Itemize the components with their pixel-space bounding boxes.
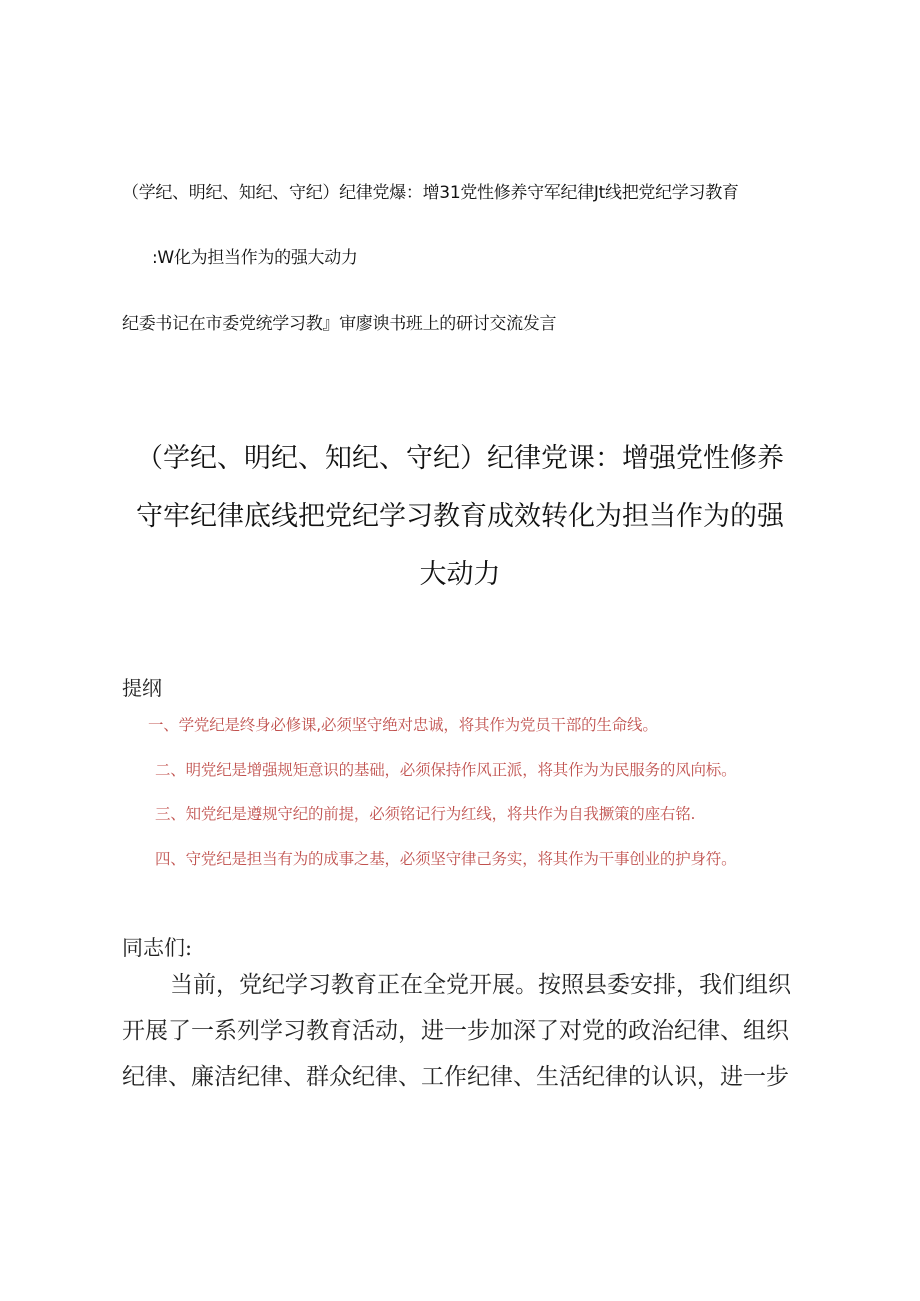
header-line-1: （学纪、明纪、知纪、守纪）纪律党爆：增31党性修养守军纪律Jt线把党纪学习教育: [122, 183, 739, 203]
header-line-2: :W化为担当作为的强大动力: [152, 248, 358, 268]
body-line-3: 纪律、廉洁纪律、群众纪律、工作纪律、生活纪律的认识，进一步: [122, 1064, 789, 1090]
outline-item-3: 三、知党纪是遵规守纪的前提，必须铭记行为红线，将共作为自我撅策的座右铭.: [155, 805, 696, 823]
outline-item-1: 一、学党纪是终身必修课,必须坚守绝对忠诚，将其作为党员干部的生命线。: [148, 716, 658, 734]
title-line-2: 守牢纪律底线把党纪学习教育成效转化为担当作为的强: [136, 501, 784, 532]
title-line-1: （学纪、明纪、知纪、守纪）纪律党课：增强党性修养: [136, 443, 784, 474]
greeting: 同志们:: [122, 936, 193, 960]
outline-item-2: 二、明党纪是增强规矩意识的基础，必须保持作风正派，将其作为为民服务的风向标。: [155, 760, 737, 779]
title-line-3: 大动力: [419, 559, 501, 590]
body-line-1: 当前，党纪学习教育正在全党开展。按照县委安排，我们组织: [170, 972, 791, 998]
outline-list: [148, 714, 736, 892]
body-line-2: 开展了一系列学习教育活动，进一步加深了对党的政治纪律、组织: [122, 1018, 789, 1044]
document-title: [120, 430, 800, 604]
header-line-3: 纪委书记在市委党统学习教』审廖谀书班上的研讨交流发言: [122, 314, 557, 334]
outline-heading: 提纲: [122, 676, 162, 700]
body-paragraph: [122, 962, 812, 1100]
outline-item-4: 四、守党纪是担当有为的成事之基，必须坚守律己务实，将其作为干事创业的护身符。: [155, 849, 737, 868]
